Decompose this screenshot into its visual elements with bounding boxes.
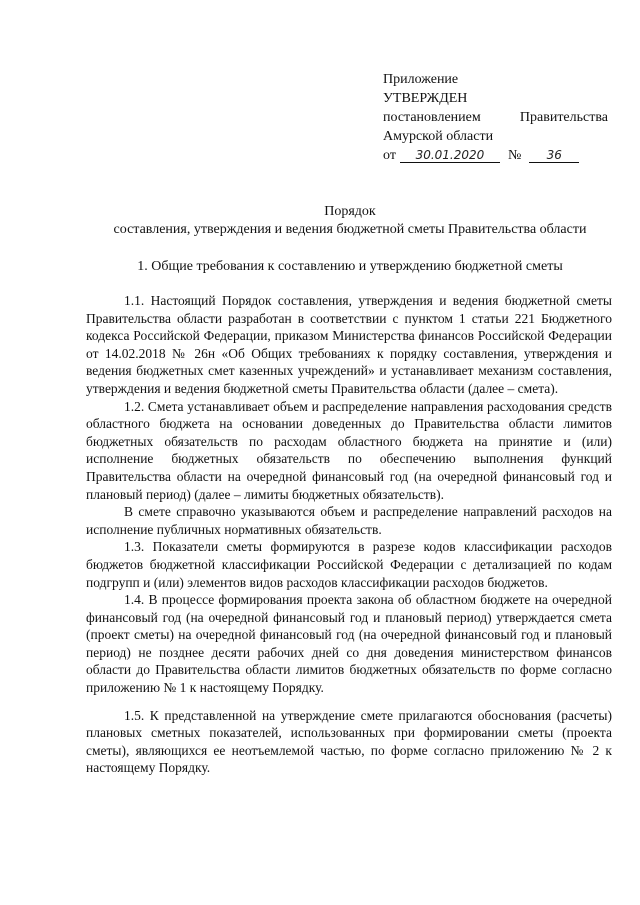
paragraph: 1.2. Смета устанавливает объем и распределение направления расходования средств областного бюджета на основании доведенных до Правительства области лимитов бюджетных обязательств по расходам областного бюджета на принятие и (или) исполнение бюджетных обязательств по обеспечению выполнения функций Правительства области на очередной финансовый год (на очередной финансовый год и плановый период) (далее – лимиты бюджетных обязательств). <box>86 398 612 502</box>
approval-resolution-row <box>383 108 608 127</box>
approval-appendix-label: Приложение <box>383 72 459 87</box>
paragraph: 1.3. Показатели сметы формируются в разрезе кодов классификации расходов бюджетов бюджетной классификации Российской Федерации с детализацией по кодам подгрупп и (или) элементов видов расходов классификации расходов бюджетов. <box>86 539 612 590</box>
section-heading: 1. Общие требования к составлению и утверждению бюджетной сметы <box>137 259 563 274</box>
approval-block <box>383 70 608 165</box>
document-body <box>86 292 612 777</box>
paragraph: В смете справочно указываются объем и распределение направлений расходов на исполнение публичных нормативных обязательств. <box>86 504 612 537</box>
approval-date-row <box>383 146 608 165</box>
approval-date-prefix: от <box>383 148 396 163</box>
approval-approved-label: УТВЕРЖДЕН <box>383 91 468 106</box>
approval-number-label: № <box>507 148 522 163</box>
approval-number-handwritten: 36 <box>529 148 579 163</box>
paragraph: 1.1. Настоящий Порядок составления, утверждения и ведения бюджетной сметы Правительства области разработан в соответствии с пунктом 1 статьи 221 Бюджетного кодекса Российской Федерации, приказом Министерства финансов Российской Федерации от 14.02.2018 № 26н «Об Общих требованиях к порядку составления, утверждения и ведения бюджетных смет казенных учреждений» и устанавливает механизм составления, утверждения и ведения бюджетной сметы Правительства области (далее – смета). <box>86 293 612 396</box>
paragraph: 1.5. К представленной на утверждение смете прилагаются обоснования (расчеты) плановых сметных показателей, использованных при формировании сметы (проекта сметы), являющихся ее неотъемлемой частью, по форме согласно приложению № 2 к настоящему Порядку. <box>86 707 612 776</box>
approval-region-label: Амурской области <box>383 129 494 144</box>
approval-resolution-label: постановлением <box>383 110 481 125</box>
document-title: Порядок <box>324 204 376 219</box>
approval-date-handwritten: 30.01.2020 <box>400 148 500 163</box>
paragraph: 1.4. В процессе формирования проекта закона об областном бюджете на очередной финансовый год (на очередной финансовый год и плановый период) утверждается смета (проект сметы) на очередной финансовый год (на очередной финансовый год и плановый период) не позднее десяти рабочих дней со дня доведения министерством финансов области до Правительства области лимитов бюджетных обязательств по форме согласно приложению № 1 к настоящему Порядку. <box>86 592 612 696</box>
approval-government-label: Правительства <box>519 110 608 125</box>
document-subtitle: составления, утверждения и ведения бюджетной сметы Правительства области <box>113 222 587 237</box>
